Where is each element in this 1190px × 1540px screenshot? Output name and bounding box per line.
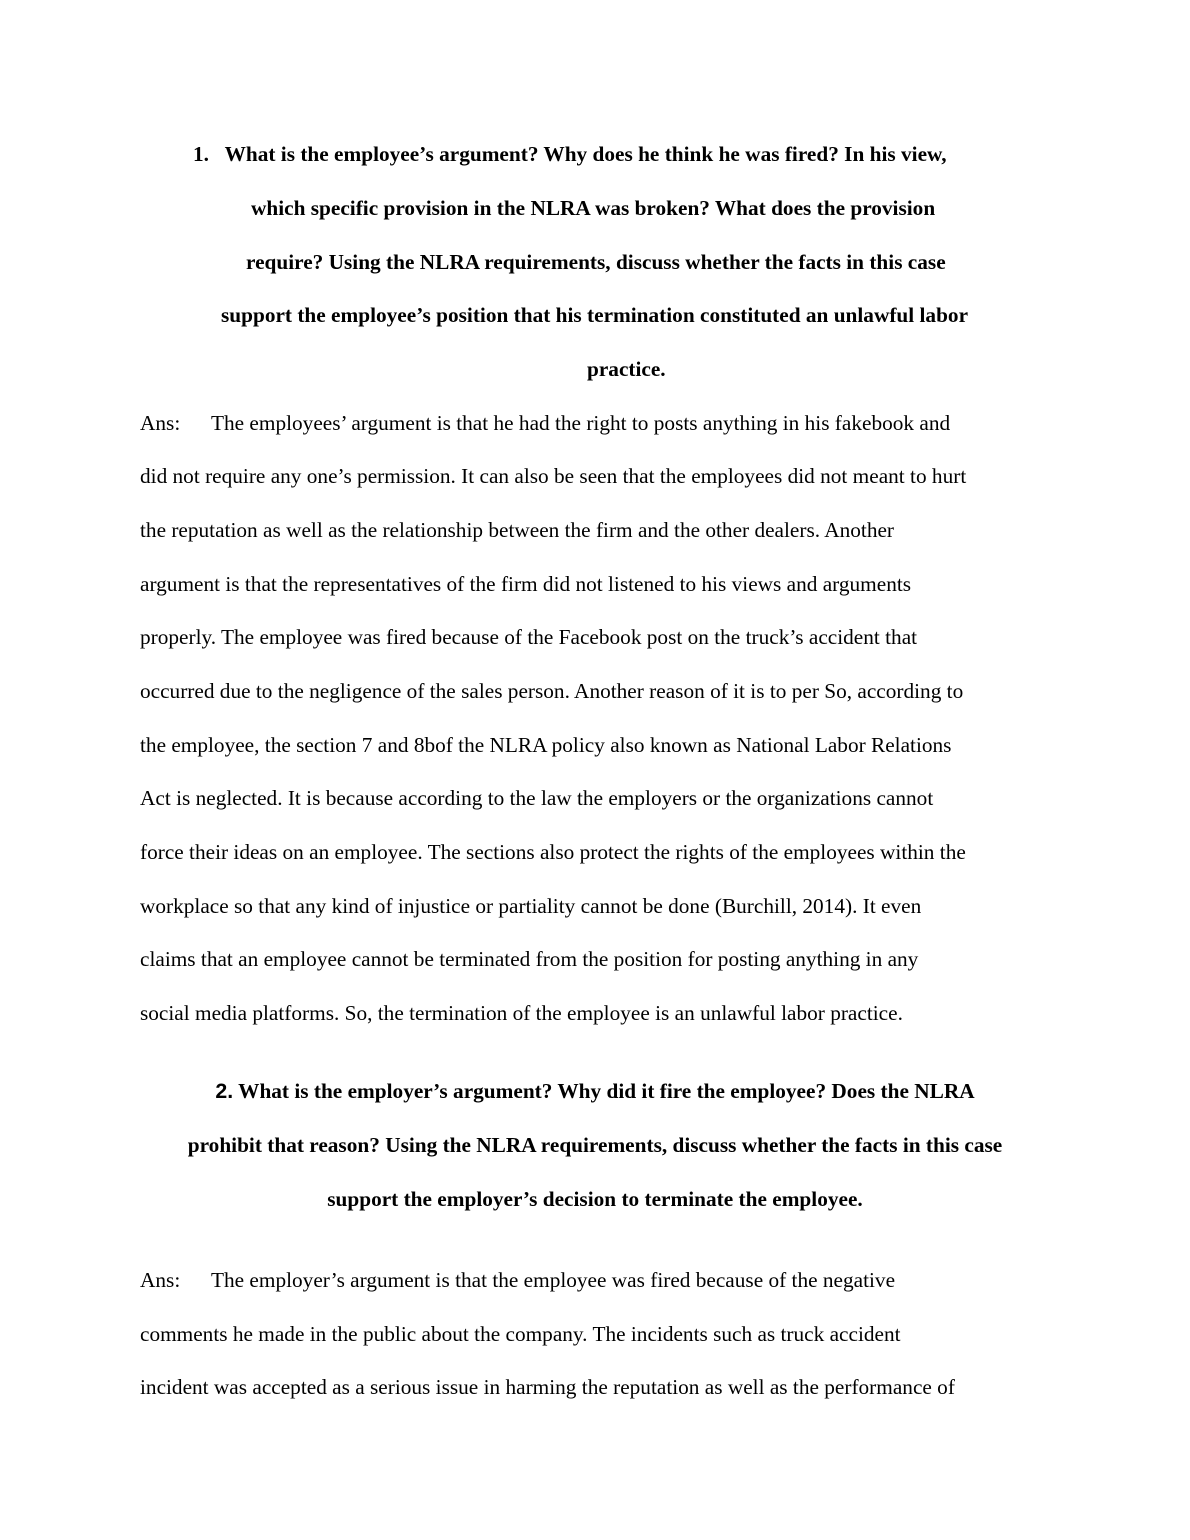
answer-1-line-9: force their ideas on an employee. The sections also protect the rights of the employees within the	[140, 840, 966, 864]
question-1-line-3: require? Using the NLRA requirements, discuss whether the facts in this case	[246, 250, 946, 274]
question-1-line-4: support the employee’s position that his termination constituted an unlawful labor	[221, 303, 969, 327]
answer-1-line-10: workplace so that any kind of injustice or partiality cannot be done (Burchill, 2014). It even	[140, 894, 922, 918]
answer-1-line-4: argument is that the representatives of the firm did not listened to his views and arguments	[140, 572, 912, 596]
answer-2-line-3: incident was accepted as a serious issue in harming the reputation as well as the performance of	[140, 1375, 955, 1399]
question-1-line-2: which specific provision in the NLRA was broken? What does the provision	[251, 196, 936, 220]
question-2-number: 2.	[215, 1079, 234, 1103]
answer-1-line-3: the reputation as well as the relationship between the firm and the other dealers. Another	[140, 518, 895, 542]
answer-1-line-12: social media platforms. So, the termination of the employee is an unlawful labor practice.	[140, 1001, 903, 1025]
question-1-line-5: practice.	[587, 357, 666, 381]
answer-1-line-2: did not require any one’s permission. It can also be seen that the employees did not meant to hurt	[140, 464, 967, 488]
answer-1-label: Ans:	[140, 411, 181, 435]
answer-2-line-2: comments he made in the public about the company. The incidents such as truck accident	[140, 1322, 901, 1346]
answer-1-line-8: Act is neglected. It is because according to the law the employers or the organizations cannot	[140, 786, 934, 810]
question-2-line-2: prohibit that reason? Using the NLRA requirements, discuss whether the facts in this case	[187, 1133, 1003, 1157]
answer-1-line-1: Ans: The employees’ argument is that he had the right to posts anything in his fakebook and	[140, 408, 950, 438]
question-2-line-1: 2. What is the employer’s argument? Why did it fire the employee? Does the NLRA	[215, 1079, 975, 1103]
answer-2-line-1: Ans: The employer’s argument is that the employee was fired because of the negative	[140, 1265, 895, 1295]
answer-1-line-11: claims that an employee cannot be terminated from the position for posting anything in any	[140, 947, 919, 971]
question-2-line-3: support the employer’s decision to terminate the employee.	[327, 1187, 863, 1211]
question-1-number: 1.	[193, 142, 209, 166]
question-1-line-1: 1. What is the employee’s argument? Why does he think he was fired? In his view,	[193, 142, 947, 166]
answer-1-line-5: properly. The employee was fired because of the Facebook post on the truck’s accident that	[140, 625, 918, 649]
answer-1-line-6: occurred due to the negligence of the sales person. Another reason of it is to per So, according to	[140, 679, 964, 703]
answer-1-line-7: the employee, the section 7 and 8bof the NLRA policy also known as National Labor Relations	[140, 733, 952, 757]
answer-2-label: Ans:	[140, 1268, 181, 1292]
